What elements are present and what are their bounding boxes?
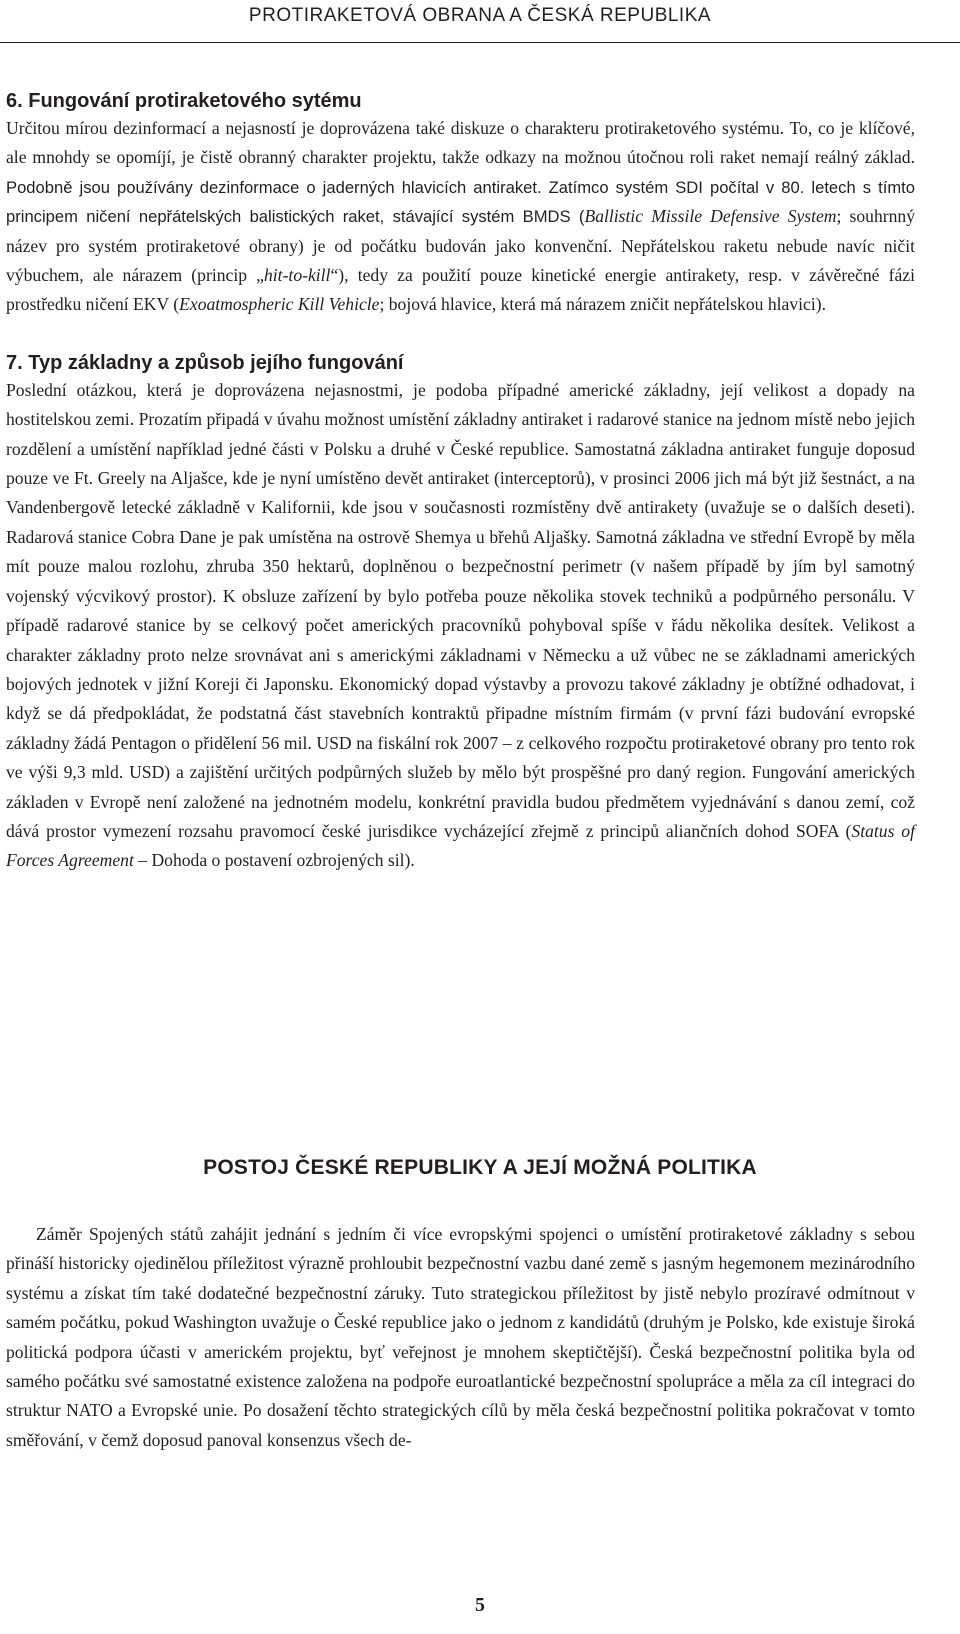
section-6-text-b: Podobně jsou používány dezinformace o jaderných hlavicích antiraket. Zatímco systém SDI počítal v 80. letech s tímto principem ničení nepřátelských balistických raket, stávající systém BMDS (: [6, 177, 915, 227]
section-6-term-ekv: Exoatmospheric Kill Vehicle: [179, 294, 380, 315]
section-7-text-a: Poslední otázkou, která je doprovázena nejasnostmi, je podoba případné americké základny, její velikost a dopady na hostitelskou zemi. Prozatím připadá v úvahu možnost umístění základny antiraket i radarové stanice na jednom místě nebo jejich rozdělení a umístění například jedné části v Polsku a druhé v České republice. Samostatná základna antiraket funguje doposud pouze ve Ft. Greely na Aljašce, kde je nyní umístěno devět antiraket (interceptorů), v prosinci 2006 jich má být již šestnáct, a na Vandenbergově letecké základně v Kalifornii, kde jsou v současnosti rozmístěny dvě antirakety (uvažuje se o dalších deseti). Radarová stanice Cobra Dane je pak umístěna na ostrově Shemya u břehů Aljašky. Samotná základna ve střední Evropě by měla mít pouze malou rozlohu, zhruba 350 hektarů, doplněnou o bezpečnostní perimetr (v našem případě by jím byl samotný vojenský výcvikový prostor). K obsluze zařízení by bylo potřeba pouze několika stovek techniků a podpůrného personálu. V případě radarové stanice by se celkový počet amerických pracovníků pohyboval spíše v řádu několika desítek. Velikost a charakter základny proto nelze srovnávat ani s americkými základnami v Německu a už vůbec ne se základnami amerických bojových jednotek v jižní Koreji či Japonsku. Ekonomický dopad výstavby a provozu takové základny je obtížné odhadovat, i když se dá předpokládat, že podstatná část stavebních kontraktů připadne místním firmám (v první fázi budování evropské základny žádá Pentagon o přidělení 56 mil. USD na fiskální rok 2007 – z celkového rozpočtu protiraketové obrany pro tento rok ve výši 9,3 mld. USD) a zajištění určitých podpůrných služeb by mělo být prospěšné pro daný region. Fungování amerických základen v Evropě není založené na jednotném modelu, konkrétní pravidla budou předmětem vyjednávání s danou zemí, což dává prostor vymezení rozsahu pravomocí české jurisdikce vycházející zřejmě z principů aliančních dohod SOFA (: [6, 379, 915, 841]
section-6-term-bmds: Ballistic Missile Defensive System: [584, 206, 837, 227]
section-6-heading: 6. Fungování protiraketového sytému: [6, 90, 362, 112]
part-paragraph: Záměr Spojených států zahájit jednání s jedním či více evropskými spojenci o umístění protiraketové základny s sebou přináší historicky ojedinělou příležitost výrazně prohloubit bezpečnostní vazbu dané země s jasným hegemonem mezinárodního systému a získat tím také dodatečné bezpečnostní záruky. Tuto strategickou příležitost by jistě nebylo prozíravé odmítnout v samém počátku, pokud Washington uvažuje o České republice jako o jednom z kandidátů (druhým je Polsko, kde existuje široká politická podpora účasti v americkém projektu, byť veřejnost je mnohem skeptičtější). Česká bezpečnostní politika byla od samého počátku své samostatné existence založena na podpoře euroatlantické bezpečnostní spolupráce a měla za cíl integraci do struktur NATO a Evropské unie. Po dosažení těchto strategických cílů by měla česká bezpečnostní politika pokračovat v tomto směřování, v čemž doposud panoval konsenzus všech de-: [6, 1224, 915, 1450]
section-7-term-sofa: Status of Forces Agreement: [6, 820, 915, 871]
section-6-text-i: ; bojová hlavice, která má nárazem zničit nepřátelskou hlavici).: [379, 294, 826, 315]
section-6-term-hit-to-kill: hit-to-kill: [264, 265, 331, 286]
page-number: 5: [475, 1594, 485, 1616]
section-7-paragraph: [6, 376, 915, 876]
section-6-text-g: “), tedy za použití pouze kinetické energie antirakety, resp. v závěrečné fázi prostředku ničení EKV (: [6, 265, 915, 315]
running-header: [0, 0, 960, 44]
section-6-text-a: Určitou mírou dezinformací a nejasností je doprovázena také diskuze o charakteru protiraketového systému. To, co je klíčové, ale mnohdy se opomíjí, je čistě obranný charakter projektu, takže odkazy na možnou útočnou roli raket nemají reálný základ.: [6, 118, 915, 168]
running-title: PROTIRAKETOVÁ OBRANA A ČESKÁ REPUBLIKA: [248, 5, 712, 26]
section-6-paragraph: [6, 114, 915, 320]
section-7-text-c: – Dohoda o postavení ozbrojených sil).: [133, 850, 415, 871]
section-6-text-d: ; souhrnný název pro systém protiraketové obrany) je od počátku budován jako konvenční.: [6, 206, 915, 256]
section-7-heading: 7. Typ základny a způsob jejího fungování: [6, 351, 404, 374]
header-divider: [0, 42, 960, 43]
part-title: POSTOJ ČESKÉ REPUBLIKY A JEJÍ MOŽNÁ POLITIKA: [203, 1156, 757, 1179]
section-6-text-e: Nepřátelskou raketu nebude navíc ničit výbuchem, ale nárazem (princip „: [6, 235, 915, 286]
part-body: [6, 1220, 915, 1455]
sections-6-7: [6, 88, 915, 876]
